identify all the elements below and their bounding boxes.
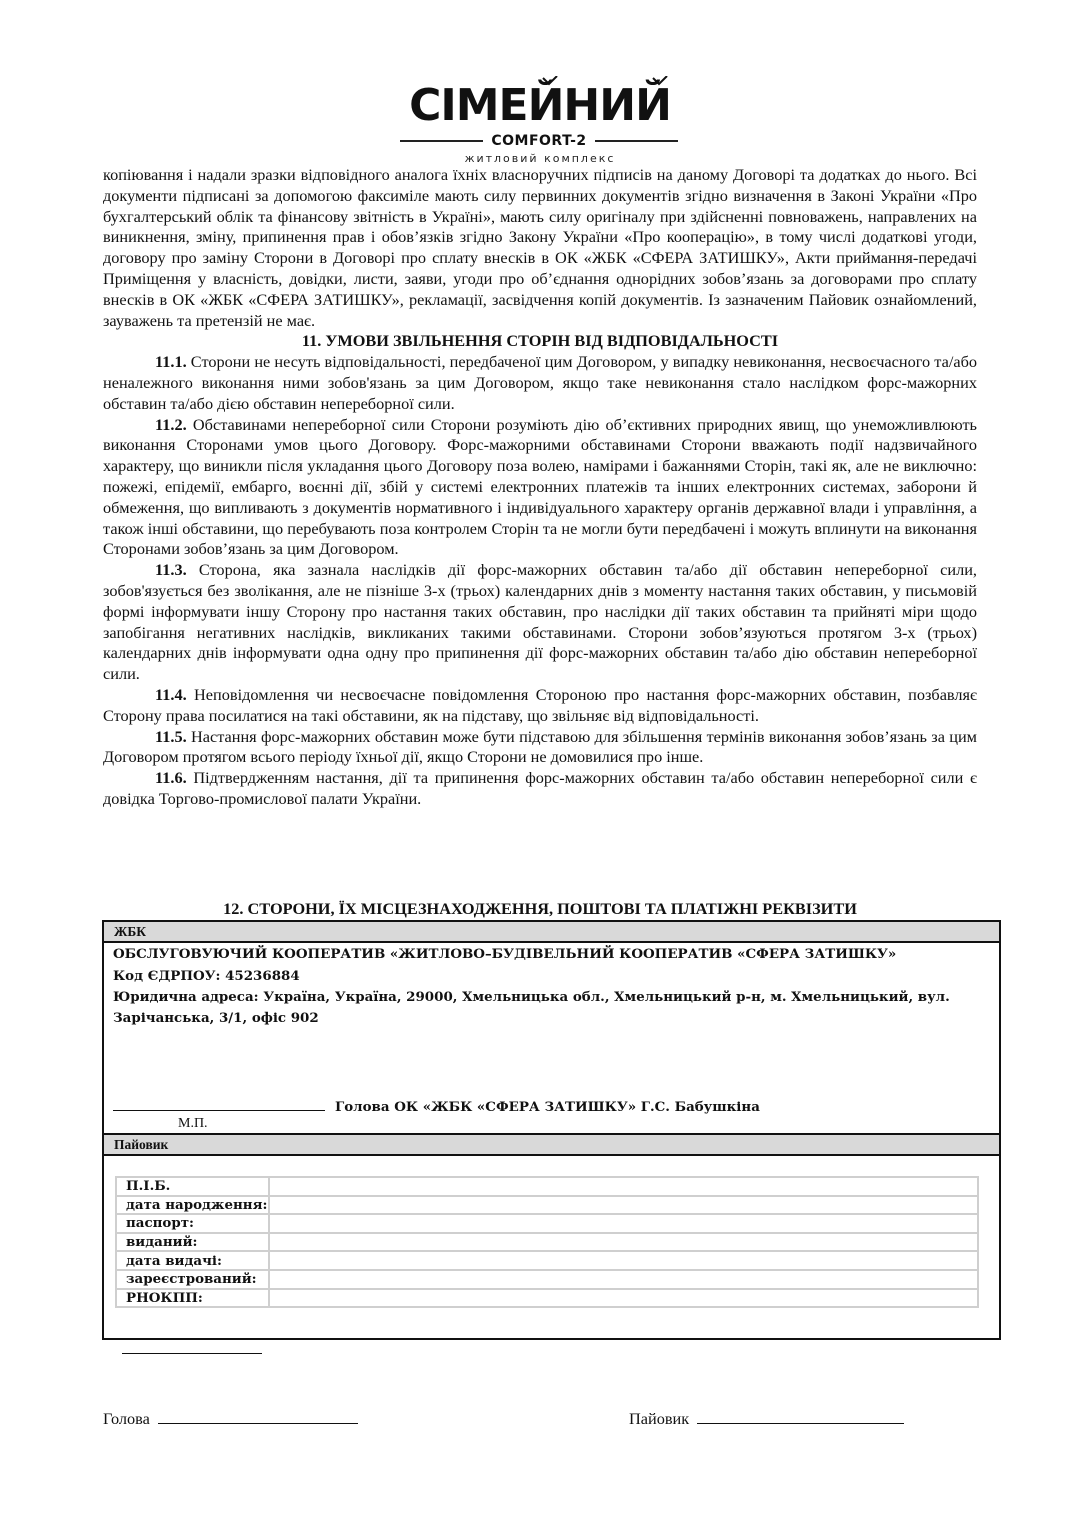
company-logo [380,72,700,168]
party-header-zhbk: ЖБК [104,922,999,943]
clause-11-3 [103,560,977,685]
clause-text: Підтвердженням настання, дії та припинення форс-мажорних обставин та/або обставин непереборної сили є довідка Торгово-промислової палати України. [103,768,977,808]
field-label: РНОКПП: [116,1289,269,1308]
logo-tick-icon [652,76,668,86]
field-value-passport[interactable] [269,1214,978,1233]
intro-paragraph: копіювання і надали зразки відповідного аналога їхніх власноручних підписів на даному Договорі та додатках до нього. Всі документи підписані за допомогою факсиміле мають силу первинних документів згідно визначення в Законі України «Про бухгалтерський облік та фінансову звітність в Україні», мають силу оригіналу при здійсненні повноважень, направлених на виникнення, зміну, припинення прав і обов’язків згідно Закону України «Про кооперацію», в тому числі додаткові угоди, договору про заміну Сторони в Договорі про сплату внесків в ОК «ЖБК «СФЕРА ЗАТИШКУ», Акти приймання-передачі Приміщення у власність, довідки, листи, заяви, угоди про об’єднання однорідних зобов’язань за договорами про сплату внесків в ОК «ЖБК «СФЕРА ЗАТИШКУ», рекламації, засвідчення копій документів. Із зазначеним Пайовик ознайомлений, зауважень та претензій не має. [103,165,977,330]
table-row [116,1177,978,1196]
field-value-birth-date[interactable] [269,1196,978,1215]
table-row [116,1233,978,1252]
clause-number: 11.1. [155,352,187,372]
field-value-registered[interactable] [269,1270,978,1289]
clause-11-5 [103,727,977,769]
clause-text: Неповідомлення чи несвоєчасне повідомлення Стороною про настання форс-мажорних обставин, позбавляє Сторону права посилатися на такі обставини, як на підставу, що звільняє від відповідальності. [103,684,977,725]
logo-subtitle-row [400,132,678,150]
payovyk-section [104,1133,999,1156]
parties-details-box [102,920,1001,1340]
logo-tagline: житловий комплекс [464,152,616,165]
section-11-title: 11. УМОВИ ЗВІЛЬНЕННЯ СТОРІН ВІД ВІДПОВІДАЛЬНОСТІ [301,331,779,351]
payovyk-signature-line[interactable] [122,1353,262,1354]
field-value-issued-by[interactable] [269,1233,978,1252]
section-12-title: 12. СТОРОНИ, ЇХ МІСЦЕЗНАХОДЖЕННЯ, ПОШТОВІ ТА ПЛАТІЖНІ РЕКВІЗИТИ [223,899,857,918]
footer-payovyk-signature [629,1408,904,1429]
clause-text: Сторона, яка зазнала наслідків дії форс-мажорних обставин та/або дії обставин непереборної сили, зобов'язується без зволікання, але не пізніше 3-х (трьох) календарних днів з моменту настання таких обставин, у письмовій формі інформувати іншу Сторону про настання таких обставин, про наслідки дії таких обставин та прийняті міри щодо запобігання негативних наслідків, викликаних такими обставинами. Сторони зобов’язуються протягом 3-х (трьох) календарних днів інформувати одна одну про припинення дії форс-мажорних обставин та/або дію обставин непереборної сили. [103,560,977,684]
field-value-issue-date[interactable] [269,1251,978,1270]
payovyk-fields-table [115,1176,979,1308]
footer-head-label: Голова [103,1409,150,1428]
clause-11-1 [103,352,977,414]
table-row [116,1196,978,1215]
legal-address: Юридична адреса: Україна, Україна, 29000, Хмельницька обл., Хмельницький р-н, м. Хмельницький, вул. Зарічанська, 3/1, офіс 902 [113,989,950,1026]
clause-11-2 [103,415,977,561]
logo-brand-name: СІМЕЙНИЙ [409,80,671,131]
footer-payovyk-label: Пайовик [629,1409,690,1428]
stamp-placeholder: М.П. [178,1116,208,1131]
footer-head-signature-line[interactable] [158,1408,358,1424]
clause-number: 11.4. [155,684,187,704]
party-header-payovyk: Пайовик [104,1133,999,1156]
zhbk-signature-row [113,1096,760,1117]
clause-11-4 [103,685,977,727]
field-label: дата народження: [116,1196,269,1215]
table-row [116,1251,978,1270]
field-value-pib[interactable] [269,1177,978,1196]
signature-line[interactable] [113,1096,325,1111]
footer-head-signature [103,1408,358,1429]
clause-text: Сторони не несуть відповідальності, передбаченої цим Договором, у випадку невиконання, несвоєчасного та/або неналежного виконання ними зобов'язань за цим Договором, якщо таке невиконання стало наслідком форс-мажорних обставин та/або дією обставин непереборної сили. [103,352,977,413]
clause-number: 11.6. [155,768,187,788]
field-label: зареєстрований: [116,1270,269,1289]
clause-text: Обставинами непереборної сили Сторони розуміють дію об’єктивних природних явищ, що унеможливлюють виконання Сторонами умов цього Договору. Форс-мажорними обставинами Сторони вважають події надзвичайного характеру, що виникли після укладання цього Договору поза волею, намірами і бажаннями Сторін, такі як, але не виключно: пожежі, епідемії, ембарго, воєнні дії, збій у системі електронних платежів та інших електронних системах, заборони й обмеження, що випливають з документів нормативного і індивідуального характеру органів державної влади і управління, а також інші обставини, що перебувають поза контролем Сторін та не могли бути передбачені і можуть вплинути на виконання Сторонами зобов’язань за цим Договором. [103,414,977,559]
field-label: паспорт: [116,1214,269,1233]
signatory-name: Голова ОК «ЖБК «СФЕРА ЗАТИШКУ» Г.С. Бабушкіна [335,1099,760,1115]
footer-payovyk-signature-line[interactable] [697,1408,904,1424]
clause-11-6 [103,768,977,810]
logo-subtitle: COMFORT-2 [491,133,587,149]
document-body [103,165,977,810]
logo-divider [400,140,483,142]
logo-tick-icon [542,76,558,86]
clause-number: 11.2. [155,414,187,434]
edrpou-code: Код ЄДРПОУ: 45236884 [113,968,300,984]
table-row [116,1214,978,1233]
table-row [116,1270,978,1289]
clause-number: 11.5. [155,726,187,746]
clause-number: 11.3. [155,560,187,580]
organization-name: ОБСЛУГОВУЮЧИЙ КООПЕРАТИВ «ЖИТЛОВО–БУДІВЕЛЬНИЙ КООПЕРАТИВ «СФЕРА ЗАТИШКУ» [113,946,897,962]
table-row [116,1289,978,1308]
field-label: П.І.Б. [116,1177,269,1196]
field-value-rnokpp[interactable] [269,1289,978,1308]
clause-text: Настання форс-мажорних обставин може бути підставою для збільшення термінів виконання зобов’язань за цим Договором протягом всього періоду їхньої дії, якщо Сторони не домовилися про інше. [103,726,977,767]
logo-divider [595,140,678,142]
field-label: дата видачі: [116,1251,269,1270]
field-label: виданий: [116,1233,269,1252]
